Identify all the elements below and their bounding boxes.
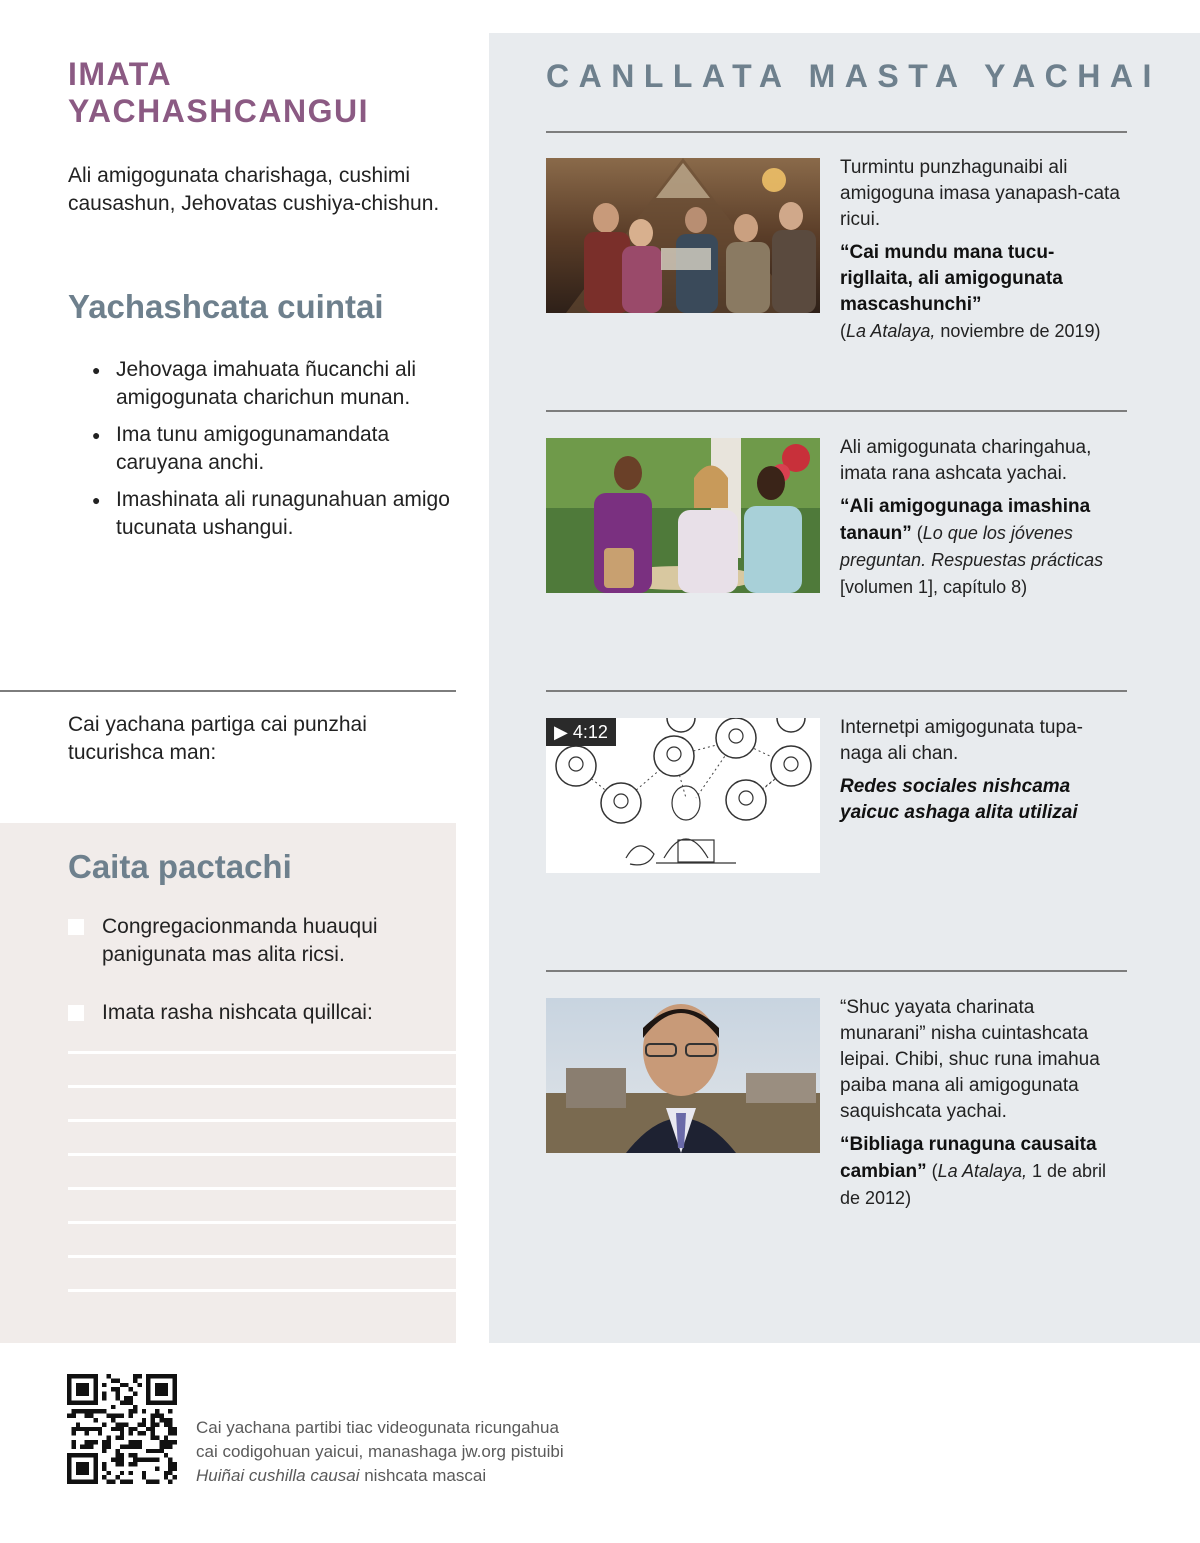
- task-item: Congregacionmanda huauqui panigunata mas alita ricsi.: [68, 913, 438, 969]
- completion-note: Cai yachana partiga cai punzhai tucurishca man:: [68, 713, 367, 764]
- writing-line[interactable]: [68, 1119, 456, 1122]
- main-heading: IMATA YACHASHCANGUI: [68, 56, 370, 129]
- resource-title[interactable]: “Bibliaga runaguna causaita cambian” (La Atalaya, 1 de abril de 2012): [840, 1134, 1107, 1208]
- footer-text: Cai yachana partibi tiac videogunata ricungahua cai codigohuan yaicui, manashaga jw.org pistuibi Huiñai cushilla causai nishcata mascai: [196, 1418, 564, 1485]
- intro-text: Ali amigogunata charishaga, cushimi causashun, Jehovatas cushiya-chishun.: [68, 164, 440, 215]
- resource-description: Turmintu punzhagunaibi ali amigoguna imasa yanapash-cata ricui.: [840, 157, 1120, 230]
- friends-talking-photo[interactable]: [546, 438, 820, 593]
- list-item: ● Imashinata ali runagunahuan amigo tucunata ushangui.: [92, 488, 450, 539]
- man-portrait-photo[interactable]: [546, 998, 820, 1153]
- checkbox-icon[interactable]: [68, 1005, 84, 1021]
- divider: [546, 970, 1127, 972]
- further-study-heading: CANLLATA MASTA YACHAI: [546, 58, 1161, 94]
- tasks-title: Caita pactachi: [68, 848, 292, 885]
- divider: [546, 690, 1127, 692]
- writing-line[interactable]: [68, 1153, 456, 1156]
- play-icon: ▶: [554, 722, 568, 742]
- resource-title[interactable]: “Ali amigogunaga imashina tanaun” (Lo que los jóvenes preguntan. Respuestas prácticas [volumen 1], capítulo 8): [840, 496, 1104, 597]
- writing-line[interactable]: [68, 1221, 456, 1224]
- resource-description: Ali amigogunata charingahua, imata rana ashcata yachai.: [840, 437, 1092, 484]
- tasks-box: [0, 823, 456, 1343]
- writing-line[interactable]: [68, 1051, 456, 1054]
- writing-line[interactable]: [68, 1085, 456, 1088]
- divider: [546, 131, 1127, 133]
- writing-line[interactable]: [68, 1187, 456, 1190]
- video-title[interactable]: Redes sociales nishcama yaicuc ashaga alita utilizai: [840, 776, 1078, 823]
- checkbox-icon[interactable]: [68, 919, 84, 935]
- video-thumbnail[interactable]: [546, 718, 820, 873]
- resource-description: “Shuc yayata charinata munarani” nisha cuintashcata leipai. Chibi, shuc runa imahua paiba mana ali amigogunata saquishcata yachai.: [840, 997, 1100, 1122]
- review-title: Yachashcata cuintai: [68, 288, 384, 325]
- bullet-icon: ●: [92, 492, 101, 508]
- qr-code-icon[interactable]: [67, 1374, 177, 1484]
- list-item: ● Jehovaga imahuata ñucanchi ali amigogunata charichun munan.: [92, 358, 417, 409]
- writing-line[interactable]: [68, 1255, 456, 1258]
- resource-description: Internetpi amigogunata tupa-naga ali chan.: [840, 717, 1083, 764]
- writing-line[interactable]: [68, 1289, 456, 1292]
- review-points: [92, 356, 452, 551]
- divider: [0, 690, 456, 692]
- video-duration-badge: ▶ 4:12: [546, 718, 616, 746]
- divider: [546, 410, 1127, 412]
- bullet-icon: ●: [92, 427, 101, 443]
- list-item: ● Ima tunu amigogunamandata caruyana anchi.: [92, 423, 390, 474]
- group-study-photo[interactable]: [546, 158, 820, 313]
- task-item: Imata rasha nishcata quillcai:: [68, 999, 438, 1027]
- resource-title[interactable]: “Cai mundu mana tucu-rigllaita, ali amigogunata mascashunchi” (La Atalaya, noviembre de 2019): [840, 242, 1101, 341]
- bullet-icon: ●: [92, 362, 101, 378]
